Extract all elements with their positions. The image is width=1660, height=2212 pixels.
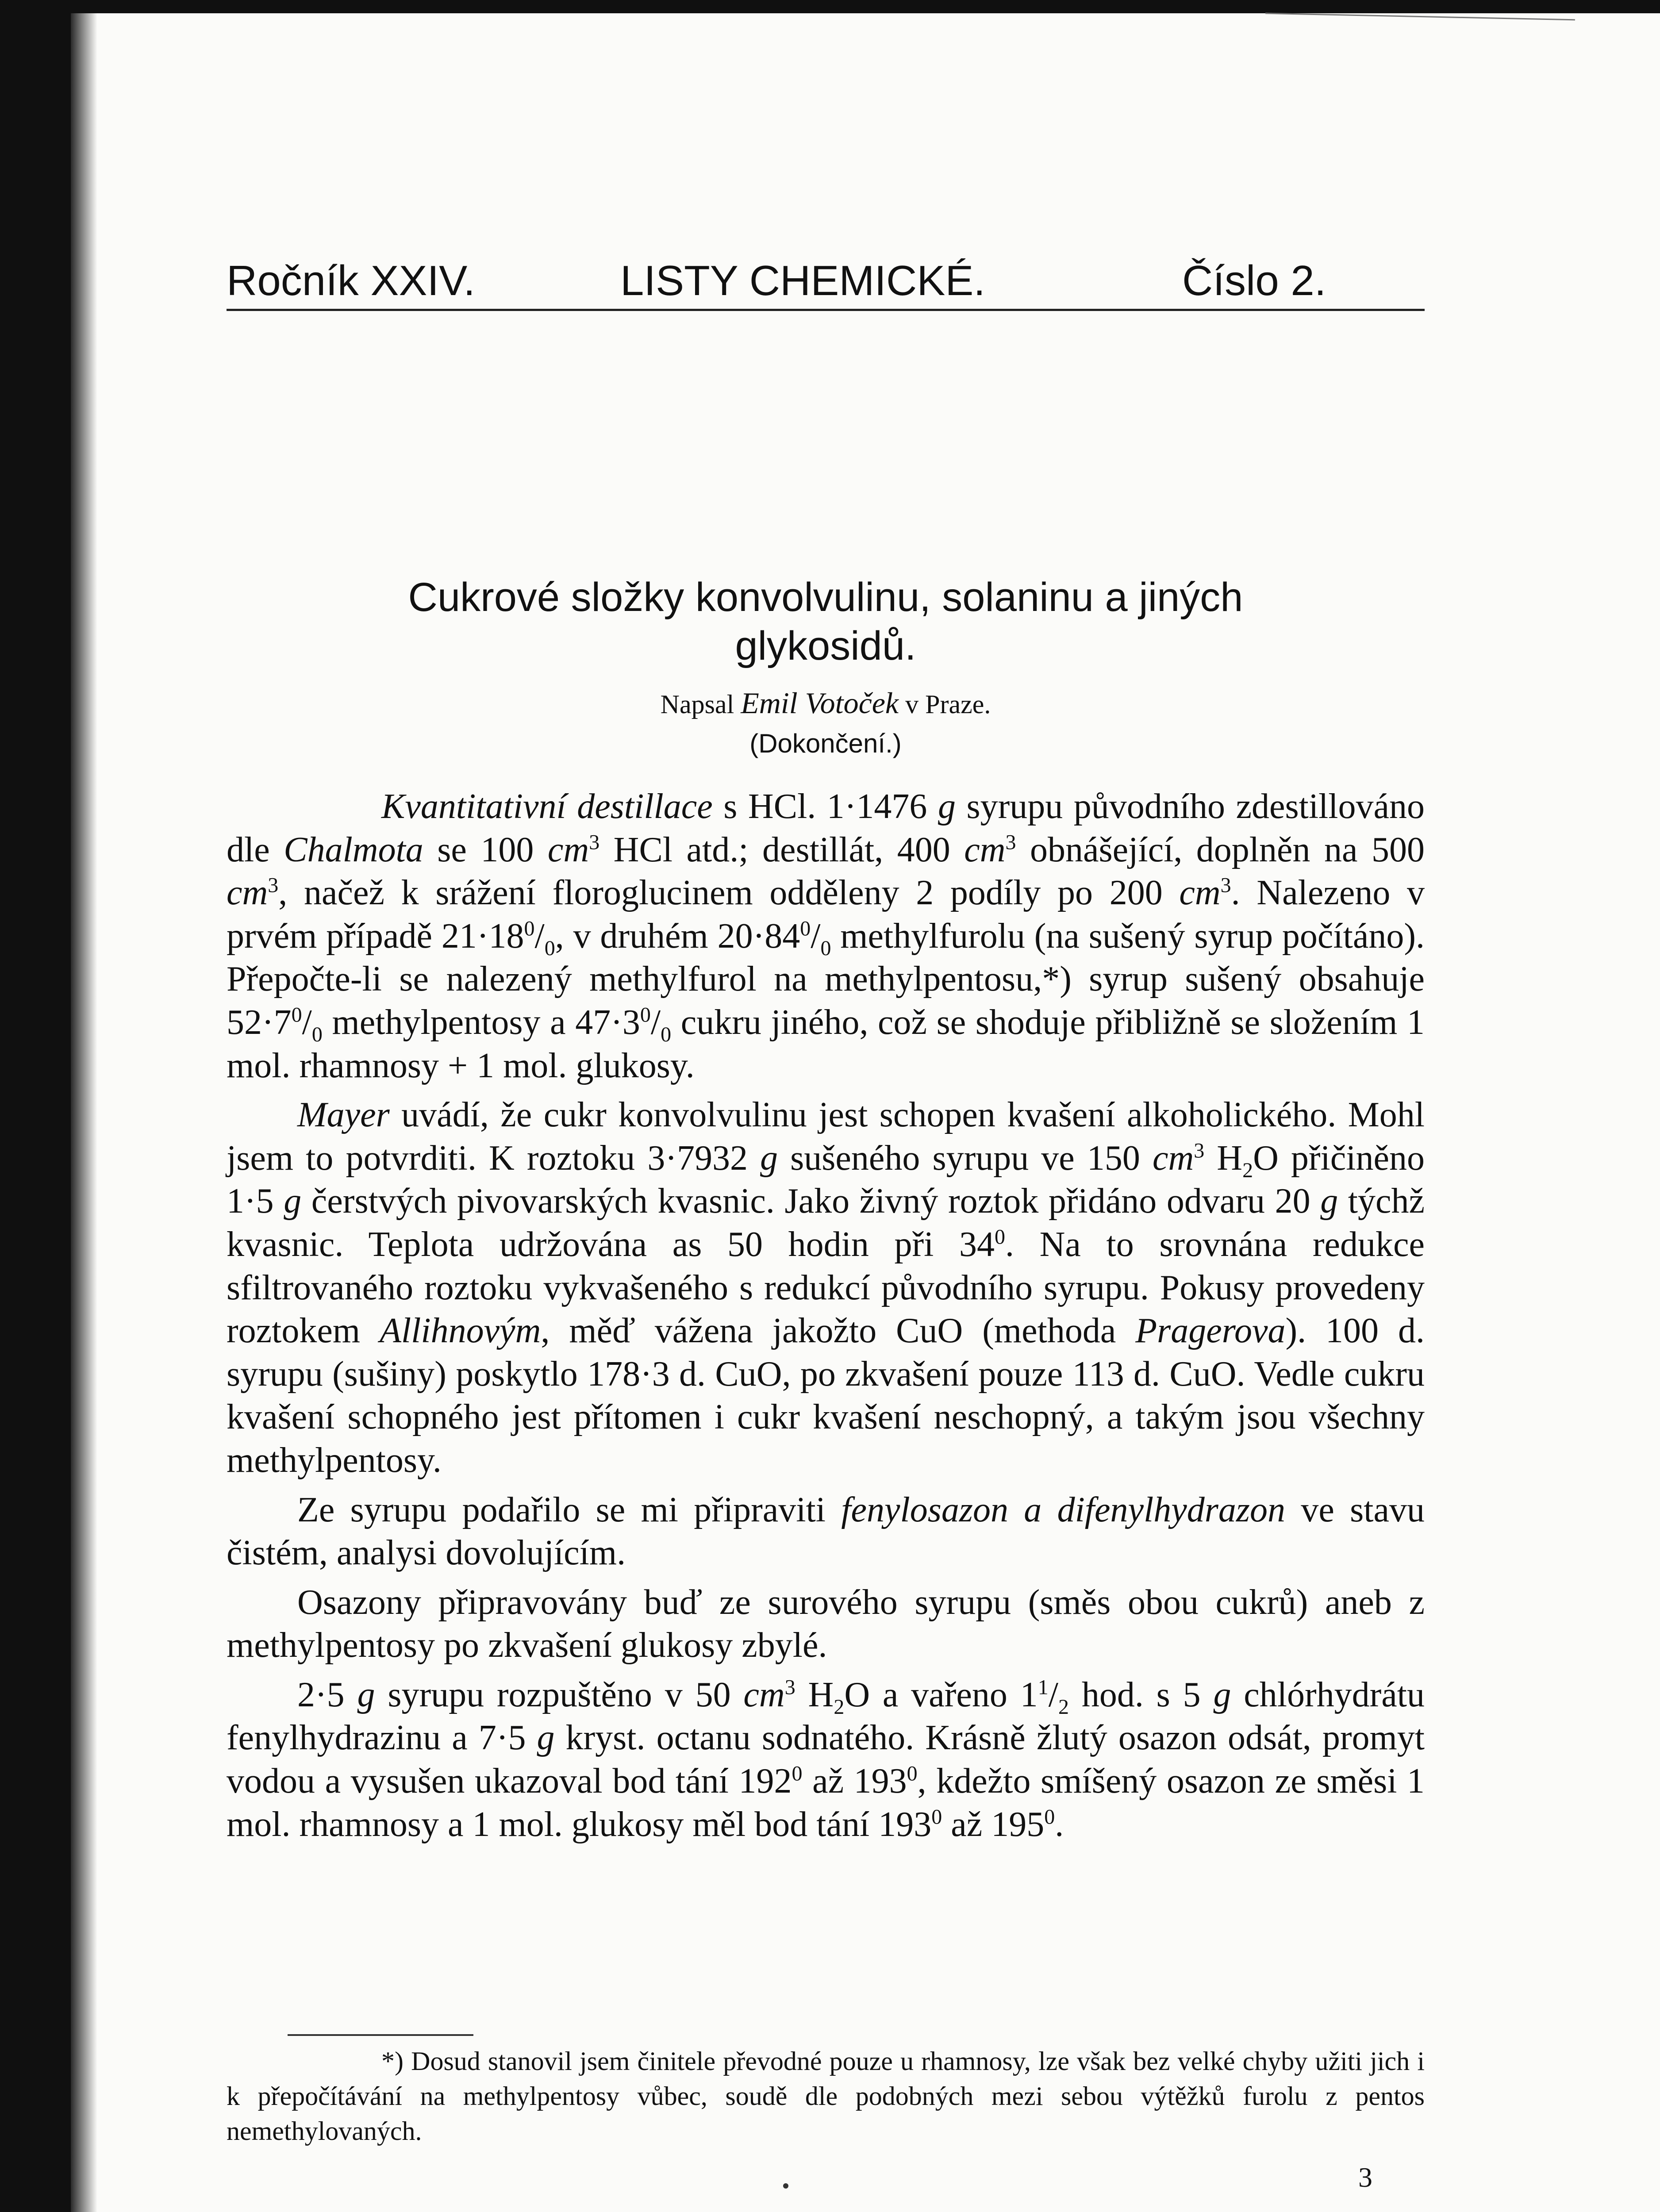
paragraph-1: Kvantitativní destillace s HCl. 1·1476 g syrupu původního zdestillováno dle Chalmota se 100 $cm^3$ HCl atd.; destillát, 400 $cm^3$ obnášející, doplněn na 500 $cm^3$, načež k srážení floroglucinem odděleny 2 podíly po 200 $cm^3$. Nalezeno v prvém případě $21\cdot 18^0/_0$, v druhém $20\cdot 84^0/_0$ methylfurolu (na sušený syrup počítáno). Přepočte-li se nalezený methylfurol na methylpentosu,*) syrup sušený obsahuje $52\cdot 7^0/_0$ methylpentosy a $47\cdot 3^0/_0$ cukru jiného, což se shoduje přibližně se složením 1 mol. rhamnosy + 1 mol. glukosy.: [227, 787, 1425, 1085]
byline-prefix: Napsal: [660, 690, 734, 719]
author-name: Emil Votoček: [741, 686, 899, 720]
scanned-page: [71, 13, 1660, 2212]
page-number: 3: [1358, 2162, 1372, 2193]
print-dot: [783, 2183, 788, 2189]
title-line-1: Cukrové složky konvolvulinu, solaninu a jiných: [408, 575, 1243, 620]
scan-artifact-line: [1265, 13, 1575, 21]
issue-number: Číslo 2.: [1182, 257, 1326, 304]
footnote: [227, 2044, 1425, 2149]
header-rule: [227, 309, 1425, 311]
continued-note: (Dokončení.): [749, 729, 902, 758]
footnote-text: *) Dosud stanovil jsem činitele převodné pouze u rhamnosy, lze však bez velké chyby užiti jich i k přepočítávání na methylpentosy vůbec, soudě dle podobných mezi sebou výtěžků furolu z pentos nemethylovaných.: [227, 2047, 1425, 2146]
paragraph-4: Osazony připravovány buď ze surového syrupu (směs obou cukrů) aneb z methylpentosy po zkvašení glukosy zbylé.: [227, 1582, 1425, 1665]
paragraph-5: 2·5 g syrupu rozpuštěno v 50 $cm^3$ $H_2O$ a vařeno $1^1/_2$ hod. s 5 g chlórhydrátu fenylhydrazinu a 7·5 g kryst. octanu sodnatého. Krásně žlutý osazon odsát, promyt vodou a vysušen ukazoval bod tání $192^0$ až $193^0$, kdežto smíšený osazon ze směsi 1 mol. rhamnosy a 1 mol. glukosy měl bod tání $193^0$ až $195^0$.: [227, 1675, 1425, 1844]
page-edge-shadow: [71, 13, 97, 2212]
paragraph-2: Mayer uvádí, že cukr konvolvulinu jest schopen kvašení alkoholického. Mohl jsem to potvrditi. K roztoku 3·7932 g sušeného syrupu ve 150 $cm^3$ $H_2O$ přičiněno 1·5 g čerstvých pivovarských kvasnic. Jako živný roztok přidáno odvaru 20 g týchž kvasnic. Teplota udržována as 50 hodin při $34^0$. Na to srovnána redukce sfiltrovaného roztoku vykvašeného s redukcí původního syrupu. Pokusy provedeny roztokem Allihnovým, měď vážena jakožto CuO (methoda Pragerova). 100 d. syrupu (sušiny) poskytlo 178·3 d. CuO, po zkvašení pouze 113 d. CuO. Vedle cukru kvašení schopného jest přítomen i cukr kvašení neschopný, a takým jsou všechny methylpentosy.: [227, 1095, 1425, 1480]
byline: [227, 686, 1425, 721]
title-line-2: glykosidů.: [735, 623, 916, 668]
running-head: [227, 248, 1425, 314]
journal-title: LISTY CHEMICKÉ.: [620, 257, 986, 304]
byline-suffix: v Praze.: [905, 690, 991, 719]
article-title: [227, 573, 1425, 670]
footnote-rule: [288, 2034, 473, 2036]
article-body: [227, 785, 1425, 1846]
volume-label: Ročník XXIV.: [227, 257, 476, 304]
paragraph-3: Ze syrupu podařilo se mi připraviti fenylosazon a difenylhydrazon ve stavu čistém, analysi dovolujícím.: [227, 1490, 1425, 1573]
